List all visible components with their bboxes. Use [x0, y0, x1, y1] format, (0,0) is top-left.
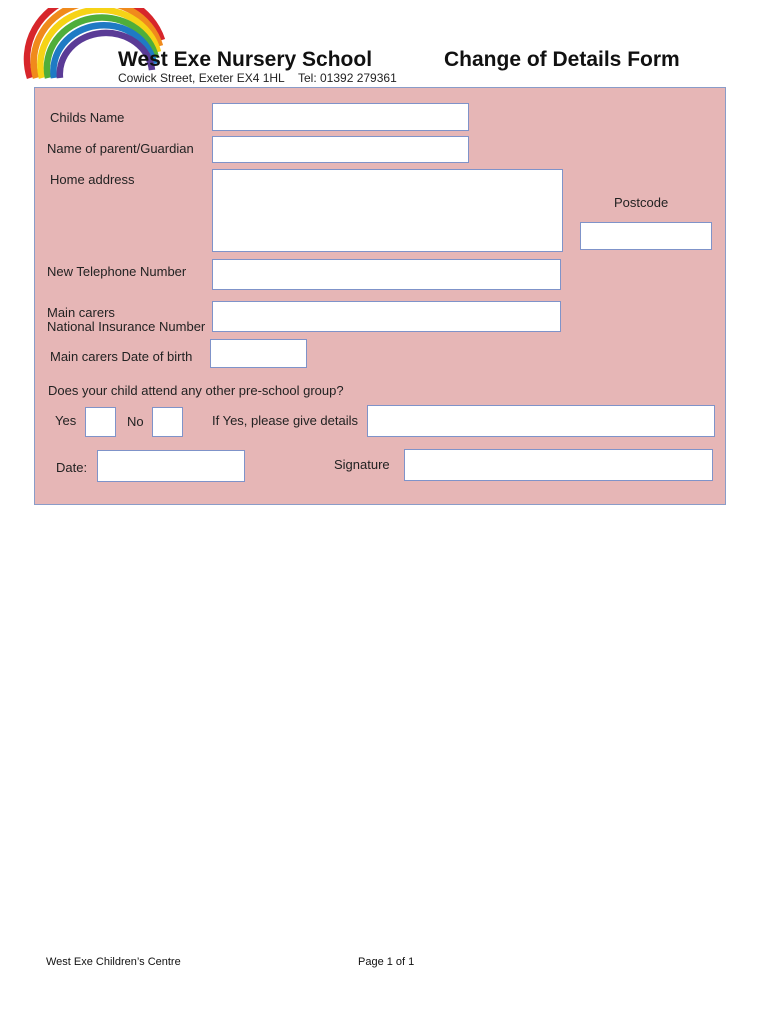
date-of-birth-label: Main carers Date of birth [50, 349, 193, 364]
page-number: Page 1 of 1 [358, 956, 415, 968]
yes-label: Yes [55, 413, 77, 428]
school-telephone: Tel: 01392 279361 [298, 71, 397, 85]
ni-label-line2: National Insurance Number [47, 319, 206, 334]
date-of-birth-field[interactable] [210, 339, 307, 368]
footer-centre-name: West Exe Children’s Centre [46, 956, 181, 968]
no-label: No [127, 414, 144, 429]
form-title: Change of Details Form [444, 48, 680, 71]
date-label: Date: [56, 460, 88, 475]
childs-name-field[interactable] [212, 103, 469, 131]
details-field[interactable] [367, 405, 715, 437]
home-address-label: Home address [50, 172, 135, 187]
signature-label: Signature [334, 457, 390, 472]
signature-field[interactable] [404, 449, 713, 481]
new-telephone-field[interactable] [212, 259, 561, 290]
school-address: Cowick Street, Exeter EX4 1HL [118, 71, 285, 85]
childs-name-label: Childs Name [50, 110, 125, 125]
postcode-field[interactable] [580, 222, 712, 250]
parent-guardian-label: Name of parent/Guardian [47, 141, 194, 156]
school-name: West Exe Nursery School [118, 48, 373, 71]
parent-guardian-field[interactable] [212, 136, 469, 163]
yes-checkbox[interactable] [85, 407, 116, 437]
postcode-label: Postcode [614, 195, 669, 210]
no-checkbox[interactable] [152, 407, 183, 437]
ni-number-field[interactable] [212, 301, 561, 332]
preschool-question: Does your child attend any other pre-school group? [48, 383, 344, 398]
home-address-field[interactable] [212, 169, 563, 252]
ni-label-line1: Main carers [47, 305, 115, 320]
details-label: If Yes, please give details [212, 413, 358, 428]
new-telephone-label: New Telephone Number [47, 264, 187, 279]
date-field[interactable] [97, 450, 245, 482]
